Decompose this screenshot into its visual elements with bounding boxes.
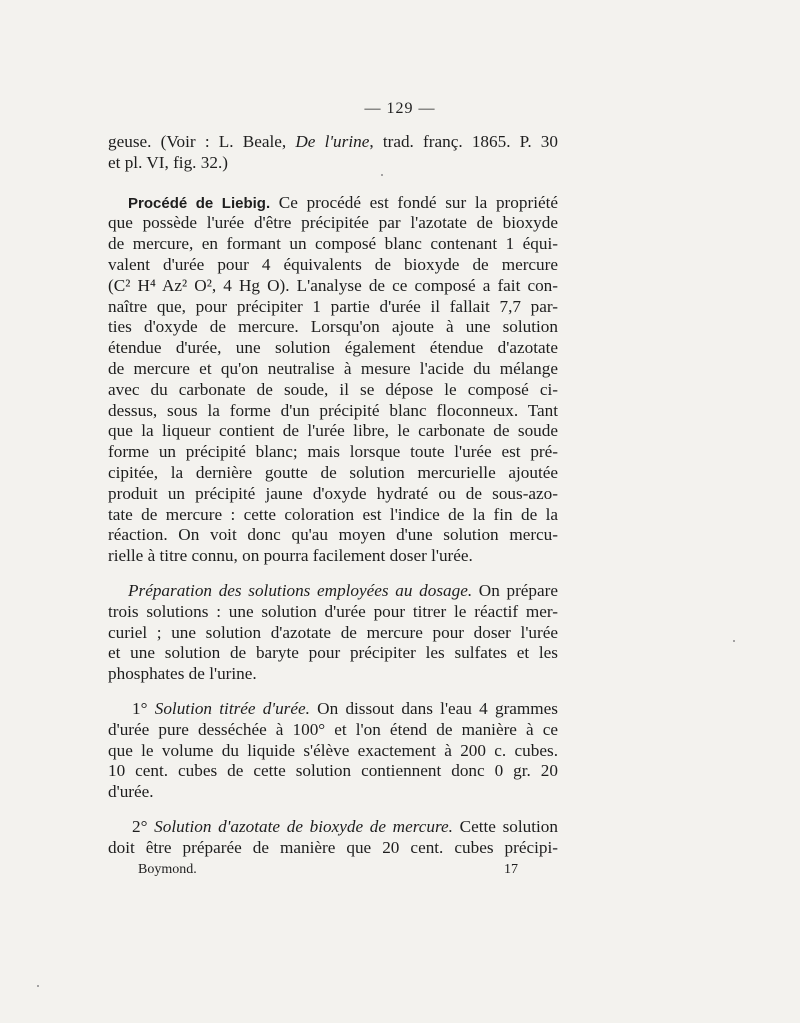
text-run: Ce procédé est fondé sur la propriété	[270, 192, 558, 212]
text-line: de mercure et qu'on neutralise à mesure l'acide du mélange	[108, 358, 558, 378]
text-run: Cette solution	[452, 816, 558, 836]
italic-heading: Solution d'azotate de bioxyde de mercure.	[154, 816, 453, 836]
italic-heading: Préparation des solutions employées au dosage.	[128, 580, 473, 600]
paragraph-preparation	[108, 581, 558, 685]
text-line: tate de mercure : cette coloration est l'indice de la fin de la	[108, 504, 558, 524]
page-body	[108, 132, 558, 859]
text-line	[108, 581, 558, 602]
text-line: rielle à titre connu, on pourra facilement doser l'urée.	[108, 546, 473, 566]
text-line: dessus, sous la forme d'un précipité blanc floconneux. Tant	[108, 400, 558, 420]
text-line: avec du carbonate de soude, il se dépose le composé ci-	[108, 379, 558, 399]
text-line: et une solution de baryte pour précipiter les sulfates et les	[108, 643, 558, 663]
text-line: d'urée.	[108, 782, 154, 802]
paragraph-urea-solution	[108, 699, 558, 803]
paragraph-mercury-solution	[108, 817, 558, 859]
text-line: réaction. On voit donc qu'au moyen d'une solution mercu-	[108, 525, 558, 545]
text-line: doit être préparée de manière que 20 cent. cubes précipi-	[108, 837, 558, 857]
text-line: naître que, pour précipiter 1 partie d'urée il fallait 7,7 par-	[108, 296, 558, 316]
text-line: valent d'urée pour 4 équivalents de bioxyde de mercure	[108, 254, 558, 274]
text-line	[108, 817, 558, 838]
text-line: étendue d'urée, une solution également étendue d'azotate	[108, 338, 558, 358]
text-line: et pl. VI, fig. 32.)	[108, 152, 228, 172]
section-heading: Procédé de Liebig.	[128, 194, 271, 212]
text-line: d'urée pure desséchée à 100° et l'on étend de manière à ce	[108, 719, 558, 739]
text-line: curiel ; une solution d'azotate de mercure pour doser l'urée	[108, 622, 558, 642]
text-line: que possède l'urée d'être précipitée par l'azotate de bioxyde	[108, 213, 558, 233]
paper-speck	[37, 985, 39, 987]
text-run: On dissout dans l'eau 4 grammes	[309, 698, 558, 718]
text-line: forme un précipité blanc; mais lorsque toute l'urée est pré-	[108, 442, 558, 462]
page-number: — 129 —	[364, 100, 436, 117]
text-run: On prépare	[472, 580, 558, 600]
paragraph-liebig	[108, 193, 558, 567]
text-line: ties d'oxyde de mercure. Lorsqu'on ajoute à une solution	[108, 317, 558, 337]
sheet-number: 17	[504, 862, 518, 877]
text-run: 2°	[132, 816, 155, 836]
text-line: que le volume du liquide s'élève exactement à 200 c. cubes.	[108, 740, 558, 760]
text-line: que la liqueur contient de l'urée libre, le carbonate de soude	[108, 421, 558, 441]
text-line: (C² H⁴ Az² O², 4 Hg O). L'analyse de ce composé a fait con-	[108, 275, 558, 295]
paper-speck	[733, 640, 735, 642]
text-run: 1°	[132, 698, 155, 718]
paper-speck	[381, 174, 383, 176]
signature-mark: Boymond.	[138, 862, 197, 877]
text-line: produit un précipité jaune d'oxyde hydraté ou de sous-azo-	[108, 483, 558, 503]
text-run: , trad. franç. 1865. P. 30	[369, 132, 558, 151]
text-line: cipitée, la dernière goutte de solution mercurielle ajoutée	[108, 462, 558, 482]
text-line: 10 cent. cubes de cette solution contiennent donc 0 gr. 20	[108, 761, 558, 781]
text-line	[108, 699, 558, 720]
italic-heading: Solution titrée d'urée.	[154, 698, 310, 718]
text-line: trois solutions : une solution d'urée pour titrer le réactif mer-	[108, 601, 558, 621]
text-run: geuse. (Voir : L. Beale,	[108, 132, 296, 151]
paragraph-continuation	[108, 132, 558, 174]
text-line	[108, 132, 558, 153]
text-line: de mercure, en formant un composé blanc contenant 1 équi-	[108, 234, 558, 254]
text-line	[108, 193, 558, 214]
book-title: De l'urine	[295, 132, 370, 151]
text-line: phosphates de l'urine.	[108, 664, 257, 684]
